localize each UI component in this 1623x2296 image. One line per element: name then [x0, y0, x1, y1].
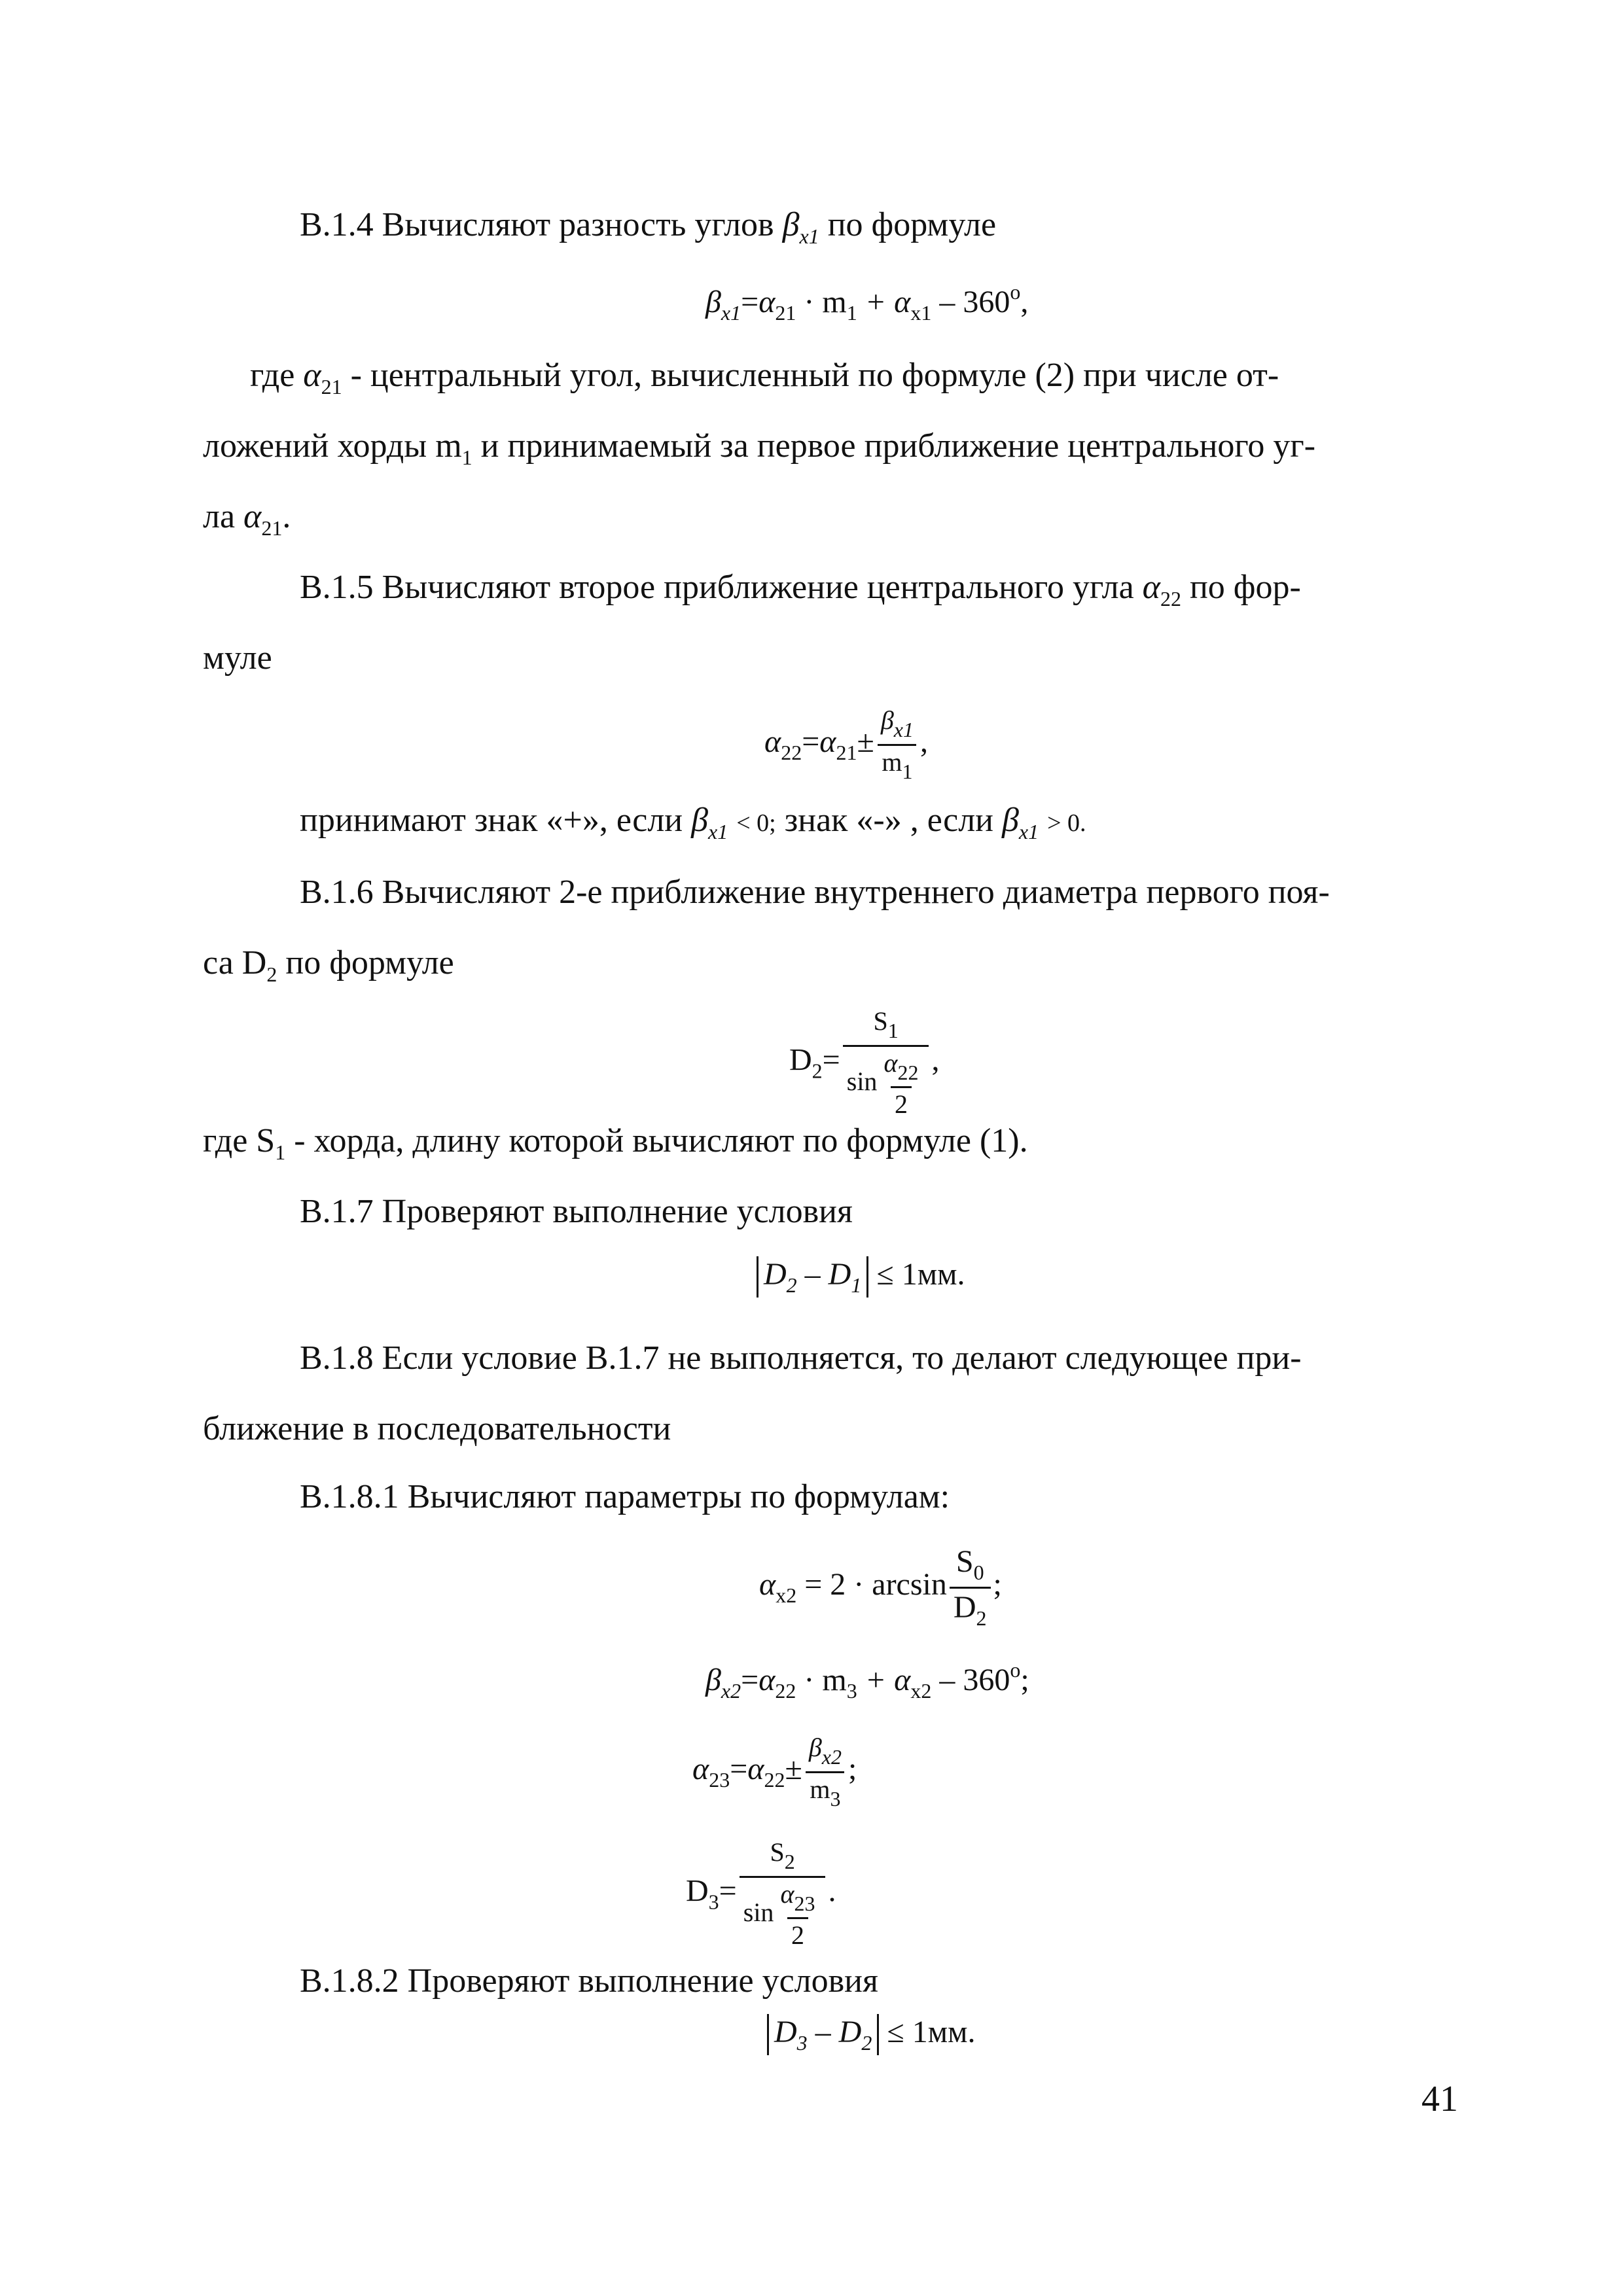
section-b17-heading: В.1.7 Проверяют выполнение условия [300, 1193, 853, 1230]
fraction-s0-over-d2: $\frac{S_0}{D_2}$ [950, 1545, 991, 1629]
section-b181-heading: В.1.8.1 Вычисляют параметры по формулам: [300, 1478, 950, 1515]
paragraph-alpha21-line3: ла $\alpha_{21}$. [203, 498, 291, 540]
section-b15-line1: В.1.5 Вычисляют второе приближение центрального угла $\alpha_{22}$ по фор- [300, 569, 1301, 610]
section-b14-heading: В.1.4 Вычисляют разность углов $\beta_{x1}$ по формуле [300, 206, 997, 248]
formula-d2: $D_2=$ $S_1$ sin $\frac{\alpha_{22}}{2}$ , [789, 1006, 940, 1120]
fraction-s2-over-sin: $S_2$ sin $\frac{\alpha_{23}}{2}$ [740, 1839, 826, 1949]
fraction-beta-x2-over-m3: $\frac{\beta_{x2}}{m_3}$ [805, 1734, 846, 1810]
paragraph-alpha21-line2: ложений хорды $m_1$ и принимаемый за первое приближение центрального уг- [203, 427, 1316, 469]
formula-alpha-x2: $\alpha_{x2} = 2 \cdot \arcsin$ $\frac{S_0}{D_2}$ ; [759, 1544, 1002, 1630]
section-b16-line2: са $D_2$ по формуле [203, 944, 454, 986]
fraction-s1-over-sin: $S_1$ sin $\frac{\alpha_{22}}{2}$ [843, 1008, 929, 1118]
formula-d3: $D_3=$ $S_2$ sin $\frac{\alpha_{23}}{2}$ . [686, 1837, 836, 1951]
formula-condition-d2-d1: $D_2 - D_1 \le 1мм$. [757, 1256, 965, 1298]
formula-beta-x1: $\beta_{x1}=\alpha_{21} \cdot m_1 + \alpha_{x1} - 360^o$, [705, 280, 1029, 325]
section-b18-line2: ближение в последовательности [203, 1410, 671, 1447]
section-b18-line1: В.1.8 Если условие В.1.7 не выполняется, то делают следующее при- [300, 1339, 1302, 1377]
fraction-beta-over-m: $\frac{\beta_{x1}}{m_1}$ [877, 707, 918, 783]
formula-alpha23: $\alpha_{23}=\alpha_{22}\pm$ $\frac{\beta_{x2}}{m_3}$ ; [692, 1733, 857, 1810]
formula-alpha22: $\alpha_{22}=\alpha_{21}\pm$ $\frac{\beta_{x1}}{m_1}$ , [764, 705, 928, 783]
paragraph-s1-chord: где $S_1$ - хорда, длину которой вычисляют по формуле (1). [203, 1122, 1028, 1164]
section-b16-line1: В.1.6 Вычисляют 2-е приближение внутреннего диаметра первого поя- [300, 874, 1330, 911]
formula-condition-d3-d2: $D_3 - D_2 \le 1мм$. [767, 2014, 975, 2055]
sign-rule-line: принимают знак «+», если $\beta_{x1} < 0$; знак «-» , если $\beta_{x1} > 0$. [300, 802, 1086, 843]
page-number: 41 [1421, 2079, 1458, 2119]
section-b182-heading: В.1.8.2 Проверяют выполнение условия [300, 1962, 878, 2000]
paragraph-alpha21-line1: где $\alpha_{21}$ - центральный угол, вычисленный по формуле (2) при числе от- [250, 357, 1279, 398]
formula-beta-x2: $\beta_{x2}=\alpha_{22} \cdot m_3 + \alpha_{x2} - 360^o$; [705, 1658, 1029, 1703]
section-b15-line2: муле [203, 639, 272, 677]
